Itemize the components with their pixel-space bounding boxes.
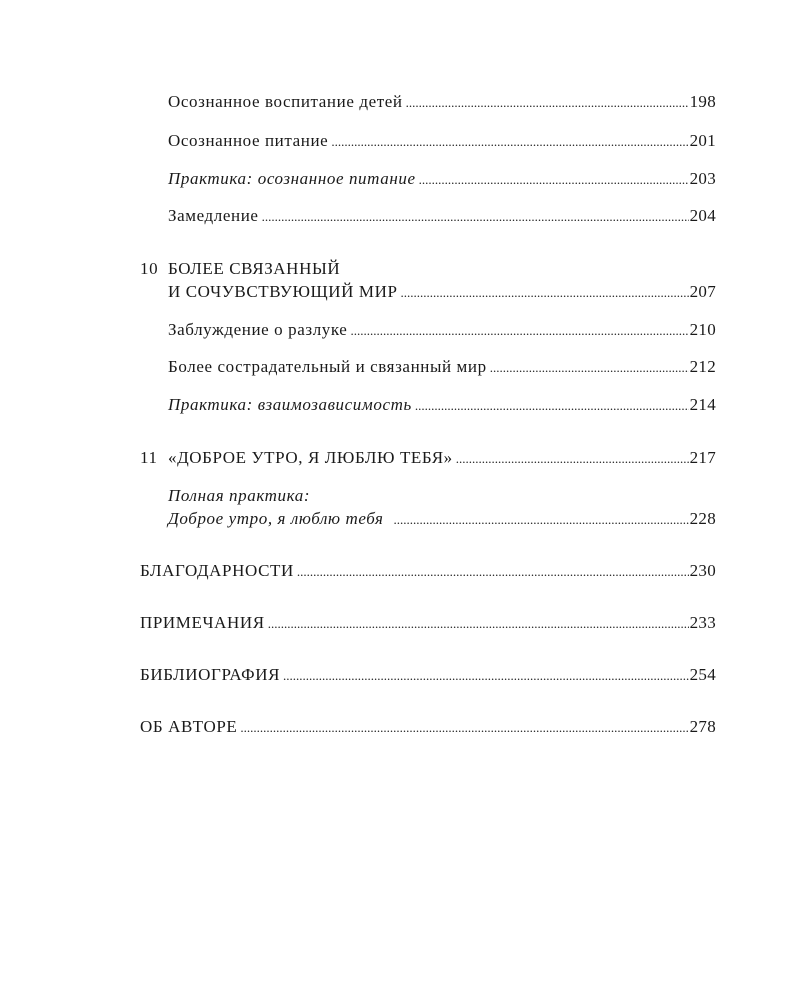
toc-entry-title: БЛАГОДАРНОСТИ [140,561,294,580]
toc-entry-page: 201 [689,131,716,150]
toc-entry-mindful-parenting[interactable] [168,92,716,113]
toc-entry-page: 204 [689,206,716,225]
toc-chapter-title-line2: И СОЧУВСТВУЮЩИЙ МИР [168,282,398,301]
toc-leader-dots [350,321,688,341]
table-of-contents [140,0,716,1000]
toc-entry-title-line2: Доброе утро, я люблю тебя [168,509,384,528]
toc-entry-separation-delusion[interactable] [168,320,716,341]
toc-entry-about-author[interactable] [140,717,716,738]
toc-entry-title: Заблуждение о разлуке [168,320,348,339]
toc-entry-page: 228 [689,509,716,528]
toc-entry-title: Осознанное воспитание детей [168,92,403,111]
toc-leader-dots [283,666,689,686]
toc-chapter-number: 10 [140,259,159,278]
toc-entry-notes[interactable] [140,613,716,634]
toc-entry-title: Практика: взаимозависимость [168,395,412,414]
toc-entry-page: 254 [689,665,716,684]
toc-chapter-title: «ДОБРОЕ УТРО, Я ЛЮБЛЮ ТЕБЯ» [168,448,453,467]
toc-entry-page: 212 [689,357,716,376]
toc-entry-practice-interdependence[interactable] [168,395,716,416]
toc-leader-dots [456,449,689,469]
toc-leader-dots [262,207,689,227]
toc-chapter-heading [140,448,453,468]
toc-chapter-heading [140,259,340,279]
toc-chapter-10-line1[interactable] [140,259,716,279]
toc-chapter-number: 11 [140,448,158,467]
toc-entry-title: Более сострадательный и связанный мир [168,357,487,376]
toc-entry-page: 278 [689,717,716,736]
toc-leader-dots [415,396,689,416]
toc-entry-title: Замедление [168,206,259,225]
toc-entry-bibliography[interactable] [140,665,716,686]
toc-entry-full-practice-line1[interactable] [168,486,716,506]
toc-chapter-10-line2[interactable] [168,282,716,303]
toc-entry-page: 210 [689,320,716,339]
toc-leader-dots [268,614,689,634]
toc-entry-page: 230 [689,561,716,580]
toc-leader-dots [401,283,689,303]
toc-entry-title: Осознанное питание [168,131,329,150]
toc-leader-dots [297,562,689,582]
toc-entry-page: 198 [689,92,716,111]
toc-entry-page: 203 [689,169,716,188]
toc-entry-page: 207 [689,282,716,301]
toc-entry-practice-mindful-eating[interactable] [168,169,716,190]
toc-chapter-11[interactable] [140,448,716,469]
toc-entry-page: 217 [689,448,716,467]
toc-leader-dots [490,358,689,378]
toc-entry-page: 233 [689,613,716,632]
toc-leader-dots [331,132,688,152]
toc-entry-slowing-down[interactable] [168,206,716,227]
toc-entry-title-line1: Полная практика: [168,486,311,505]
toc-leader-dots [240,718,688,738]
toc-entry-page: 214 [689,395,716,414]
toc-entry-compassionate-world[interactable] [168,357,716,378]
toc-entry-title: Практика: осознанное питание [168,169,416,188]
toc-leader-dots [406,93,689,113]
toc-entry-title: ОБ АВТОРЕ [140,717,238,736]
toc-leader-dots [419,170,689,190]
toc-entry-acknowledgements[interactable] [140,561,716,582]
toc-chapter-title-line1: БОЛЕЕ СВЯЗАННЫЙ [168,259,341,278]
toc-entry-title: ПРИМЕЧАНИЯ [140,613,265,632]
toc-entry-full-practice-line2[interactable] [168,509,716,530]
toc-entry-title: БИБЛИОГРАФИЯ [140,665,281,684]
toc-leader-dots [394,510,689,530]
toc-entry-mindful-eating[interactable] [168,131,716,152]
